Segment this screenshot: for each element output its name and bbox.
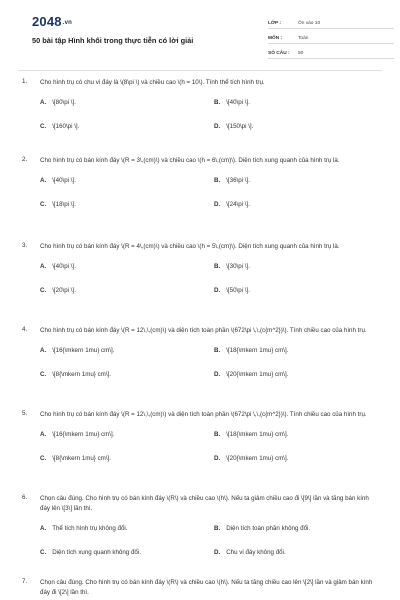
question-text: Cho hình trụ có bán kính đáy \(R = 4\,(cm)\) và chiều cao \(h = 5\,(cm)\). Diện tích xung quanh của hình trụ là. — [40, 243, 340, 250]
option-text: \[20{\mkern 1mu} cm\]. — [226, 371, 289, 378]
option-text: \[18{\mkern 1mu} cm\]. — [226, 431, 289, 438]
answer-option-c[interactable] — [40, 454, 214, 478]
site-logo[interactable] — [32, 14, 72, 29]
answer-option-a[interactable] — [40, 430, 214, 454]
question-text: Cho hình trụ có bán kính đáy \(R = 12\,\,(cm)\) và diện tích toàn phần \(672\pi \,\,(c{m^2})\). Tính chiều cao của hình trụ. — [40, 327, 367, 334]
answer-option-d[interactable] — [214, 200, 388, 224]
question-text: Cho hình trụ có chu vi đáy là \(8\pi \) và chiều cao \(h = 10\). Tính thể tích hình trụ. — [40, 79, 265, 86]
option-key: A. — [40, 525, 47, 532]
question-item — [0, 78, 400, 156]
answer-option-a[interactable] — [40, 98, 214, 122]
option-key: D. — [214, 201, 221, 208]
option-key: D. — [214, 123, 221, 130]
option-key: B. — [214, 431, 221, 438]
meta-label: LỚP : — [268, 21, 282, 26]
option-text: \[30\pi \]. — [226, 263, 250, 270]
question-number: 3. — [22, 242, 28, 249]
option-text: \[20\pi \]. — [52, 287, 76, 294]
option-key: A. — [40, 99, 47, 106]
question-item — [0, 578, 400, 600]
option-key: D. — [214, 549, 221, 556]
option-text: \[50\pi \]. — [226, 287, 250, 294]
answer-option-d[interactable] — [214, 286, 388, 310]
option-key: B. — [214, 263, 221, 270]
answer-option-d[interactable] — [214, 370, 388, 394]
option-text: \[24\pi \]. — [226, 201, 250, 208]
option-key: B. — [214, 525, 221, 532]
answer-options — [40, 176, 378, 224]
option-text: \[80\pi \]. — [52, 99, 76, 106]
document-header — [14, 0, 386, 62]
answer-option-b[interactable] — [214, 346, 388, 370]
question-number: 6. — [22, 494, 28, 501]
meta-row-class — [268, 14, 394, 29]
header-divider — [18, 70, 382, 71]
option-key: A. — [40, 431, 47, 438]
option-text: \[16{\mkern 1mu} cm\]. — [52, 431, 115, 438]
document-title: 50 bài tập Hình khối trong thực tiễn có lời giải — [32, 36, 194, 45]
question-number: 4. — [22, 326, 28, 333]
question-text: Cho hình trụ có bán kính đáy \(R = 3\,(cm)\) và chiều cao \(h = 6\,(cm)\). Diện tích xung quanh của hình trụ là. — [40, 157, 340, 164]
answer-options — [40, 524, 378, 572]
question-number: 1. — [22, 78, 28, 85]
option-text: \[18{\mkern 1mu} cm\]. — [226, 347, 289, 354]
option-text: \[40\pi \]. — [52, 177, 76, 184]
answer-option-c[interactable] — [40, 200, 214, 224]
option-key: C. — [40, 287, 47, 294]
answer-option-a[interactable] — [40, 262, 214, 286]
answer-option-c[interactable] — [40, 122, 214, 146]
answer-option-b[interactable] — [214, 262, 388, 286]
option-key: C. — [40, 371, 47, 378]
meta-value: 50 — [298, 51, 304, 56]
option-key: B. — [214, 347, 221, 354]
option-key: C. — [40, 201, 47, 208]
site-logo-text: 2048 — [32, 14, 62, 29]
question-text: Chọn câu đúng. Cho hình trụ có bán kính đáy \(R\) và chiều cao \(h\). Nếu ta tăng chiều cao lên \[2\] lần và giảm bán kính đáy đi \[2\] lần thì. — [40, 579, 373, 596]
meta-row-subject — [268, 29, 394, 44]
question-number: 2. — [22, 156, 28, 163]
meta-info-box — [268, 14, 394, 59]
answer-options — [40, 430, 378, 478]
option-text: \[40\pi \]. — [226, 99, 250, 106]
answer-option-d[interactable] — [214, 122, 388, 146]
option-text: Thể tích hình trụ không đổi. — [52, 525, 128, 532]
question-item — [0, 410, 400, 494]
answer-option-b[interactable] — [214, 176, 388, 200]
option-text: Diện tích toàn phần không đổi. — [226, 525, 311, 532]
answer-options — [40, 346, 378, 394]
option-text: Chu vi đáy không đổi. — [226, 549, 286, 556]
answer-option-a[interactable] — [40, 524, 214, 548]
option-key: A. — [40, 263, 47, 270]
option-key: B. — [214, 177, 221, 184]
answer-options — [40, 98, 378, 146]
option-key: C. — [40, 455, 47, 462]
option-key: D. — [214, 371, 221, 378]
site-logo-tld: .vn — [62, 20, 73, 26]
option-key: D. — [214, 455, 221, 462]
option-text: \[20{\mkern 1mu} cm\]. — [226, 455, 289, 462]
meta-label: SỐ CÂU : — [268, 51, 290, 56]
option-key: A. — [40, 177, 47, 184]
answer-option-b[interactable] — [214, 430, 388, 454]
answer-option-c[interactable] — [40, 548, 214, 572]
answer-options — [40, 262, 378, 310]
option-key: B. — [214, 99, 221, 106]
option-text: \[150\pi \]. — [226, 123, 254, 130]
question-number: 5. — [22, 410, 28, 417]
answer-option-c[interactable] — [40, 286, 214, 310]
answer-option-a[interactable] — [40, 346, 214, 370]
option-text: Diện tích xung quanh không đổi. — [52, 549, 141, 556]
answer-option-d[interactable] — [214, 454, 388, 478]
option-text: \[160\pi \]. — [52, 123, 80, 130]
question-item — [0, 326, 400, 410]
answer-option-c[interactable] — [40, 370, 214, 394]
option-key: A. — [40, 347, 47, 354]
option-text: \[8{\mkern 1mu} cm\]. — [52, 371, 111, 378]
meta-row-count — [268, 44, 394, 59]
meta-value: Ôn vào 10 — [298, 21, 321, 26]
option-key: D. — [214, 287, 221, 294]
option-text: \[16{\mkern 1mu} cm\]. — [52, 347, 115, 354]
answer-option-a[interactable] — [40, 176, 214, 200]
option-text: \[40\pi \]. — [52, 263, 76, 270]
answer-option-b[interactable] — [214, 524, 388, 548]
meta-value: Toán — [298, 36, 309, 41]
question-item — [0, 494, 400, 578]
option-text: \[18\pi \]. — [52, 201, 76, 208]
question-list — [0, 78, 400, 600]
meta-label: MÔN : — [268, 36, 283, 41]
question-text: Chọn câu đúng. Cho hình trụ có bán kính đáy \(R\) và chiều cao \(h\). Nếu ta giảm chiều cao đi \[9\] lần và tăng bán kính đáy lên \[3\] lần thì. — [40, 495, 369, 512]
option-key: C. — [40, 549, 47, 556]
question-item — [0, 156, 400, 242]
answer-option-b[interactable] — [214, 98, 388, 122]
option-key: C. — [40, 123, 47, 130]
option-text: \[8{\mkern 1mu} cm\]. — [52, 455, 111, 462]
option-text: \[36\pi \]. — [226, 177, 250, 184]
answer-option-d[interactable] — [214, 548, 388, 572]
question-item — [0, 242, 400, 326]
question-text: Cho hình trụ có bán kính đáy \(R = 12\,\,(cm)\) và diện tích toàn phần \(672\pi \,\,(c{m^2})\). Tính chiều cao của hình trụ. — [40, 411, 367, 418]
question-number: 7. — [22, 578, 28, 585]
